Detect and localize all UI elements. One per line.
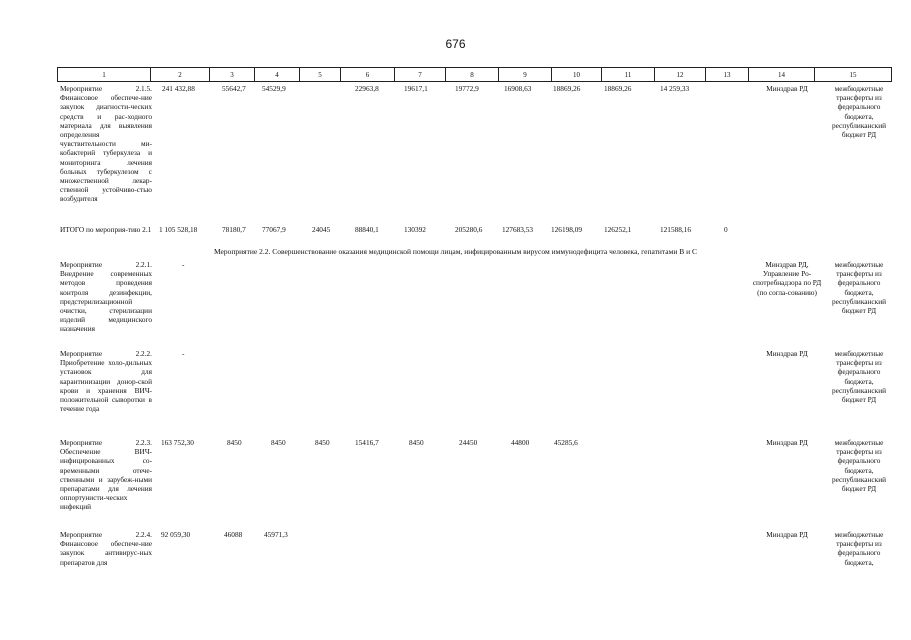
subsection-heading: Мероприятие 2.2. Совершенствование оказания медицинской помощи лицам, инфицированным вирусом иммунодефицита человека, гепатитами B и C [213, 247, 698, 256]
header-col-8: 8 [446, 68, 499, 82]
value-col-4: 8450 [271, 438, 286, 447]
value-col-6: 88840,1 [355, 225, 379, 234]
header-col-12: 12 [655, 68, 706, 82]
value-col-11: 126252,1 [604, 225, 632, 234]
value-col-3: 46088 [224, 530, 243, 539]
value-col-2: 92 059,30 [161, 530, 191, 539]
value-col-10: 126198,09 [551, 225, 583, 234]
value-col-2: - [182, 260, 185, 269]
value-col-9: 16908,63 [504, 84, 532, 93]
header-col-7: 7 [395, 68, 446, 82]
header-col-1: 1 [58, 68, 151, 82]
value-col-7: 130392 [404, 225, 426, 234]
value-col-8: 19772,9 [455, 84, 479, 93]
value-col-4: 77067,9 [262, 225, 286, 234]
row-name: ИТОГО по мероприя-тию 2.1 [60, 225, 152, 234]
value-col-12: 14 259,33 [660, 84, 690, 93]
row-name: Мероприятие 2.2.4. Финансовое обеспече-ние закупок антивирус-ных препаратов для [60, 530, 152, 567]
executor: Минздрав РД [766, 530, 808, 539]
column-number-header [57, 67, 892, 82]
value-col-13: 0 [724, 225, 728, 234]
value-col-4: 45971,3 [264, 530, 288, 539]
funding-source: межбюджетные трансферты из федерального бюджета, республиканский бюджет РД [831, 438, 886, 494]
header-col-14: 14 [749, 68, 815, 82]
row-name: Мероприятие 2.2.3. Обеспечение ВИЧ-инфицированных со-временными отече-ственными и зарубеж-ными препаратами для лечения оппортунисти-ческих инфекций [60, 438, 152, 512]
header-col-6: 6 [341, 68, 395, 82]
value-col-2: - [182, 349, 185, 358]
value-col-3: 8450 [227, 438, 242, 447]
header-col-11: 11 [602, 68, 655, 82]
value-col-2: 163 752,30 [161, 438, 194, 447]
value-col-4: 54529,9 [262, 84, 286, 93]
header-col-2: 2 [151, 68, 210, 82]
executor: Минздрав РД [766, 349, 808, 358]
header-col-5: 5 [300, 68, 341, 82]
executor: Минздрав РД, Управление Ро-спотребнадзора по РД (по согла-сованию) [752, 260, 822, 297]
executor: Минздрав РД [766, 438, 808, 447]
value-col-6: 22963,8 [355, 84, 379, 93]
header-col-13: 13 [706, 68, 749, 82]
row-name: Мероприятие 2.1.5. Финансовое обеспече-ние закупок диагности-ческих средств и рас-ходного материала для выявления определения чувствительности ми-кобактерий туберкулеза и мониторинга лечения больных туберкулезом с множественной лекар-ственной устойчиво-стью возбудителя [60, 84, 152, 204]
value-col-10: 18869,26 [553, 84, 581, 93]
value-col-11: 18869,26 [604, 84, 632, 93]
header-col-9: 9 [499, 68, 552, 82]
value-col-2: 241 432,88 [162, 84, 195, 93]
row-name: Мероприятие 2.2.2. Приобретение холо-дильных установок для карантинизации донор-ской крови и хранения ВИЧ-положительной сыворотки в течение года [60, 349, 152, 414]
funding-source: межбюджетные трансферты из федерального бюджета, республиканский бюджет РД [831, 349, 886, 405]
value-col-3: 78180,7 [222, 225, 246, 234]
funding-source: межбюджетные трансферты из федерального бюджета, [834, 530, 884, 567]
row-name: Мероприятие 2.2.1. Внедрение современных методов проведения контроля дезинфекции, предстерилизационной очистки, стерилизации изделий медицинского назначения [60, 260, 152, 334]
header-col-15: 15 [815, 68, 892, 82]
value-col-9: 127683,53 [502, 225, 534, 234]
value-col-7: 8450 [409, 438, 424, 447]
page-number: 676 [445, 37, 466, 51]
header-col-3: 3 [210, 68, 255, 82]
value-col-5: 24045 [312, 225, 331, 234]
value-col-7: 19617,1 [404, 84, 428, 93]
value-col-8: 24450 [459, 438, 478, 447]
header-col-10: 10 [552, 68, 602, 82]
funding-source: межбюджетные трансферты из федерального бюджета, республиканский бюджет РД [831, 260, 886, 316]
funding-source: межбюджетные трансферты из федерального бюджета, республиканский бюджет РД [831, 84, 886, 140]
header-col-4: 4 [255, 68, 300, 82]
value-col-2: 1 105 528,18 [159, 225, 198, 234]
value-col-12: 121588,16 [660, 225, 692, 234]
executor: Минздрав РД [766, 84, 808, 93]
value-col-3: 55642,7 [222, 84, 246, 93]
value-col-5: 8450 [315, 438, 330, 447]
value-col-9: 44800 [511, 438, 530, 447]
value-col-6: 15416,7 [355, 438, 379, 447]
value-col-8: 205280,6 [455, 225, 483, 234]
value-col-10: 45285,6 [554, 438, 578, 447]
